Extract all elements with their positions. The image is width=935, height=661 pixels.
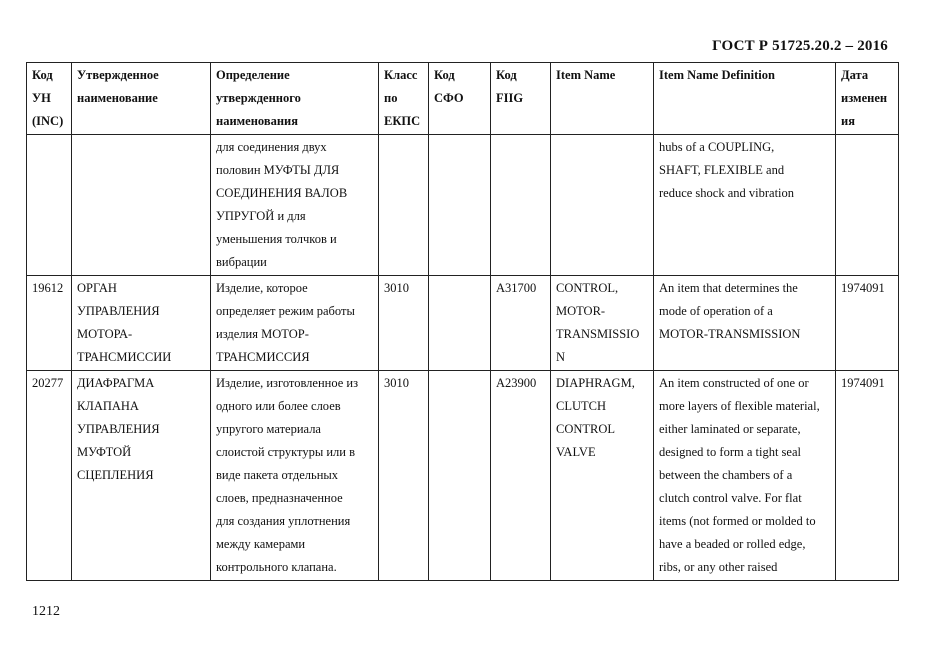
header-fiig: Код FIIG [491,63,551,135]
cell-class: 3010 [379,276,429,371]
cell-name: ОРГАН УПРАВЛЕНИЯ МОТОРА- ТРАНСМИССИИ [72,276,211,371]
header-definition: Определение утвержденного наименования [211,63,379,135]
cell-code: 19612 [27,276,72,371]
header-item-definition: Item Name Definition [654,63,836,135]
cell-item-name [551,135,654,276]
cell-date: 1974091 [836,276,899,371]
cell-class [379,135,429,276]
cell-definition: Изделие, которое определяет режим работы изделия МОТОР- ТРАНСМИССИЯ [211,276,379,371]
cell-sfo [429,276,491,371]
catalog-table [26,62,899,581]
page-number: 1212 [32,604,60,619]
cell-date: 1974091 [836,371,899,581]
cell-fiig: A23900 [491,371,551,581]
header-sfo: Код СФО [429,63,491,135]
cell-item-definition: An item constructed of one or more layers of flexible material, either laminated or separate, designed to form a tight seal between the chambers of a clutch control valve. For flat items (not formed or molded to have a beaded or rolled edge, ribs, or any other raised [654,371,836,581]
document-standard-number: ГОСТ Р 51725.20.2 – 2016 [712,38,888,54]
cell-date [836,135,899,276]
cell-fiig: A31700 [491,276,551,371]
table-row [27,371,899,581]
header-item-name: Item Name [551,63,654,135]
cell-item-definition: hubs of a COUPLING, SHAFT, FLEXIBLE and reduce shock and vibration [654,135,836,276]
cell-code [27,135,72,276]
table-row [27,276,899,371]
cell-definition: Изделие, изготовленное из одного или более слоев упругого материала слоистой структуры или в виде пакета отдельных слоев, предназначенное для создания уплотнения между камерами контрольного клапана. [211,371,379,581]
cell-sfo [429,135,491,276]
header-date: Дата изменен ия [836,63,899,135]
cell-code: 20277 [27,371,72,581]
cell-name: ДИАФРАГМА КЛАПАНА УПРАВЛЕНИЯ МУФТОЙ СЦЕПЛЕНИЯ [72,371,211,581]
cell-item-name: DIAPHRAGM, CLUTCH CONTROL VALVE [551,371,654,581]
cell-item-definition: An item that determines the mode of operation of a MOTOR-TRANSMISSION [654,276,836,371]
cell-sfo [429,371,491,581]
header-approved-name: Утвержденное наименование [72,63,211,135]
cell-definition: для соединения двух половин МУФТЫ ДЛЯ СОЕДИНЕНИЯ ВАЛОВ УПРУГОЙ и для уменьшения толчков и вибрации [211,135,379,276]
cell-item-name: CONTROL, MOTOR- TRANSMISSIO N [551,276,654,371]
cell-fiig [491,135,551,276]
cell-name [72,135,211,276]
header-code-un: Код УН (INC) [27,63,72,135]
table-row-continuation [27,135,899,276]
header-class: Класс по ЕКПС [379,63,429,135]
table-header-row [27,63,899,135]
cell-class: 3010 [379,371,429,581]
